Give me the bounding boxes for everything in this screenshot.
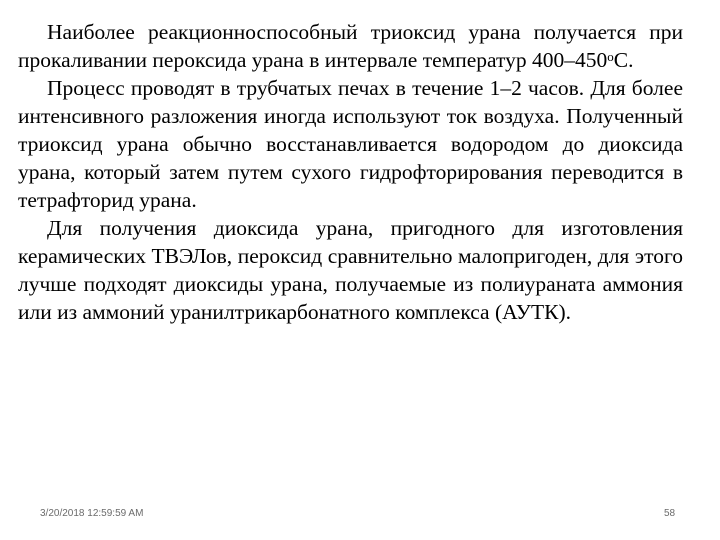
slide-body-text <box>18 18 683 326</box>
paragraph-2: Процесс проводят в трубчатых печах в течение 1–2 часов. Для более интенсивного разложения иногда используют ток воздуха. Полученный триоксид урана обычно восстанавливается водородом до диоксида урана, который затем путем сухого гидрофторирования переводится в тетрафторид урана. <box>18 76 683 212</box>
page-number: 58 <box>664 508 676 519</box>
paragraph-1-text: Наиболее реакционноспособный триоксид урана получается при прокаливании пероксида урана в интервале температур 400–450 <box>18 20 683 72</box>
paragraph-1 <box>18 18 683 74</box>
paragraph-1-unit: С. <box>613 48 634 72</box>
degree-superscript: о <box>607 49 614 64</box>
footer-date: 3/20/2018 12:59:59 AM <box>40 508 144 519</box>
paragraph-3: Для получения диоксида урана, пригодного для изготовления керамических ТВЭЛов, пероксид сравнительно малопригоден, для этого лучше подходят диоксиды урана, получаемые из полиураната аммония или из аммоний уранилтрикарбонатного комплекса (АУТК). <box>18 216 683 324</box>
